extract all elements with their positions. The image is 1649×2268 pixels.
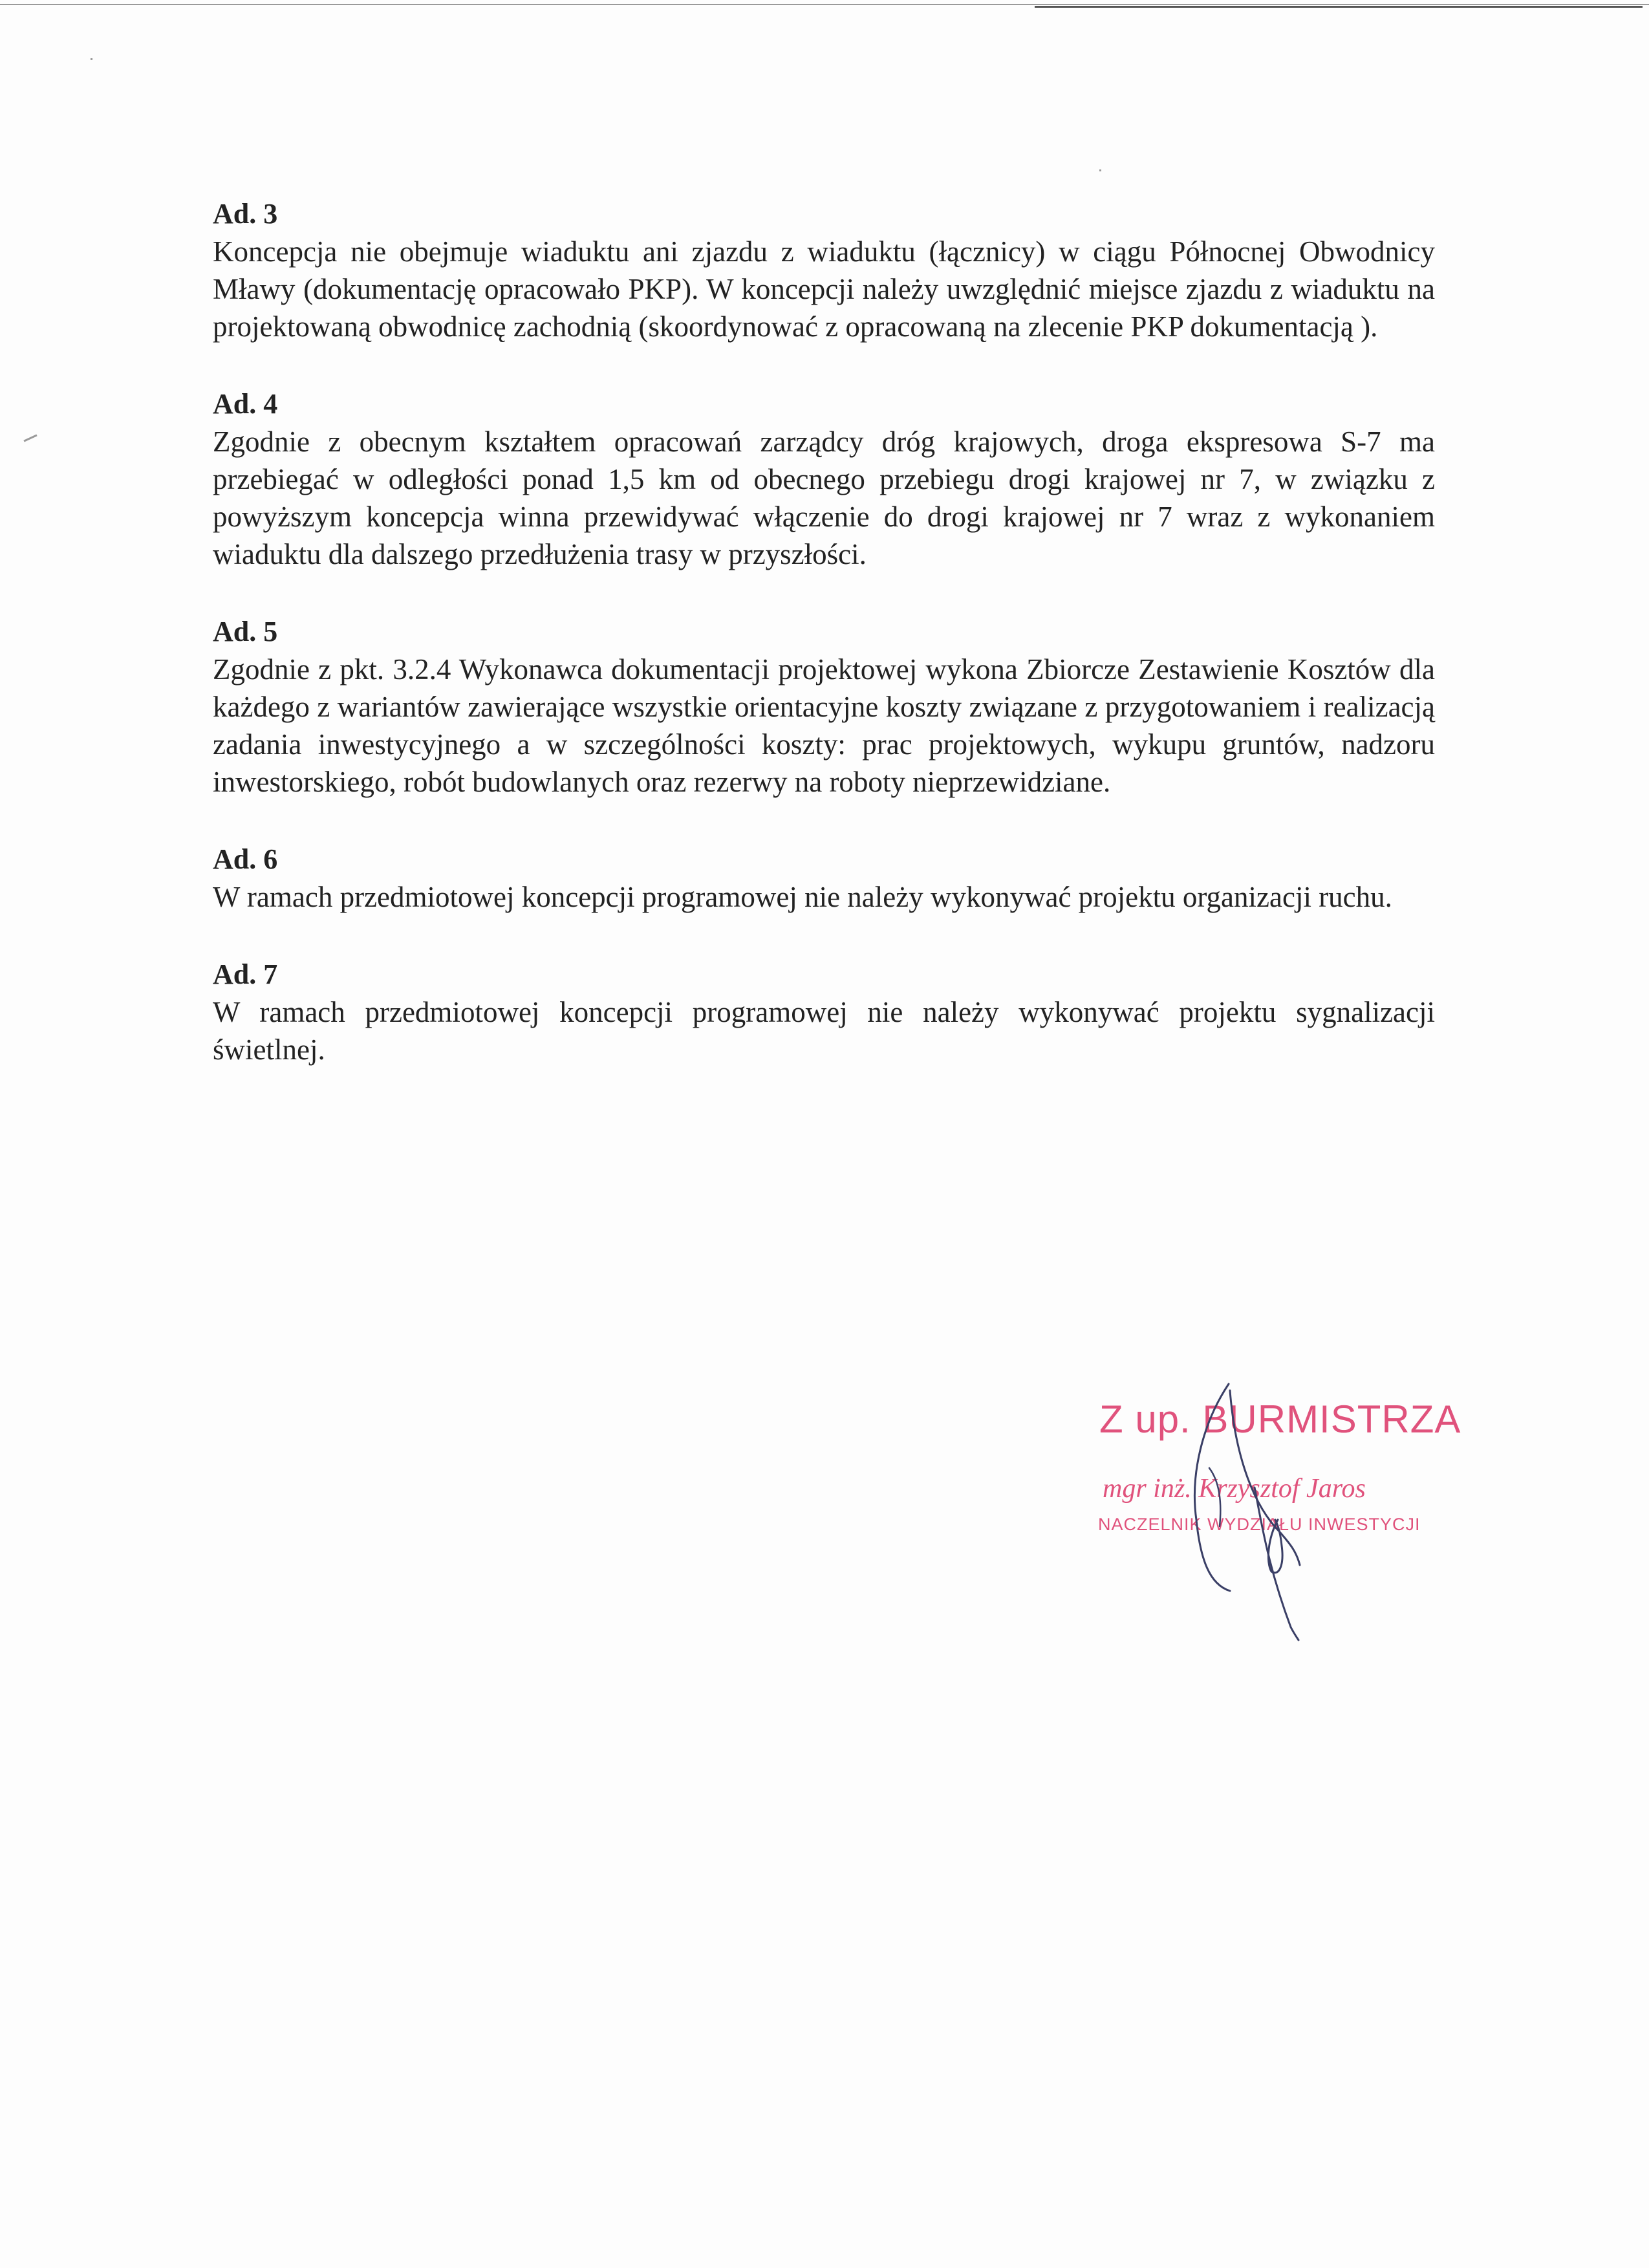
section-ad-7 <box>213 956 1435 1068</box>
section-ad-6 <box>213 841 1435 916</box>
section-ad-4 <box>213 385 1435 573</box>
handwritten-signature <box>1158 1371 1326 1643</box>
stamp-position: NACZELNIK WYDZIAŁU INWESTYCJI <box>1098 1515 1421 1534</box>
section-heading: Ad. 4 <box>213 388 278 420</box>
section-ad-5 <box>213 613 1435 801</box>
stamp-signatory-name: mgr inż. Krzysztof Jaros <box>1103 1474 1366 1504</box>
stamp-title: Z up. BURMISTRZA <box>1099 1398 1461 1441</box>
scan-edge-line-dark <box>1035 6 1643 8</box>
letter-body <box>213 195 1435 1108</box>
section-heading: Ad. 5 <box>213 616 278 647</box>
section-ad-3 <box>213 195 1435 345</box>
section-text: Zgodnie z pkt. 3.2.4 Wykonawca dokumentacji projektowej wykona Zbiorcze Zestawienie Kosztów dla każdego z wariantów zawierające wszystkie orientacyjne koszty związane z przygotowaniem i realizacją zadania inwestycyjnego a w szczególności koszty: prac projektowych, wykupu gruntów, nadzoru inwestorskiego, robót budowlanych oraz rezerwy na roboty nieprzewidziane. <box>213 653 1435 798</box>
section-heading: Ad. 6 <box>213 843 278 875</box>
scan-speck <box>1099 169 1101 171</box>
section-text: W ramach przedmiotowej koncepcji programowej nie należy wykonywać projektu sygnalizacji świetlnej. <box>213 996 1435 1066</box>
scan-edge-line <box>0 4 1649 5</box>
section-heading: Ad. 3 <box>213 198 278 230</box>
section-text: Zgodnie z obecnym kształtem opracowań zarządcy dróg krajowych, droga ekspresowa S-7 ma przebiegać w odległości ponad 1,5 km od obecnego przebiegu drogi krajowej nr 7, w związku z powyższym koncepcja winna przewidywać włączenie do drogi krajowej nr 7 wraz z wykonaniem wiaduktu dla dalszego przedłużenia trasy w przyszłości. <box>213 426 1435 570</box>
section-heading: Ad. 7 <box>213 958 278 990</box>
section-text: W ramach przedmiotowej koncepcji programowej nie należy wykonywać projektu organizacji ruchu. <box>213 881 1392 913</box>
section-text: Koncepcja nie obejmuje wiaduktu ani zjazdu z wiaduktu (łącznicy) w ciągu Północnej Obwodnicy Mławy (dokumentację opracowało PKP). W koncepcji należy uwzględnić miejsce zjazdu z wiaduktu na projektowaną obwodnicę zachodnią (skoordynować z opracowaną na zlecenie PKP dokumentacją ). <box>213 235 1435 343</box>
scan-speck <box>91 58 92 60</box>
scan-mark <box>23 434 37 442</box>
